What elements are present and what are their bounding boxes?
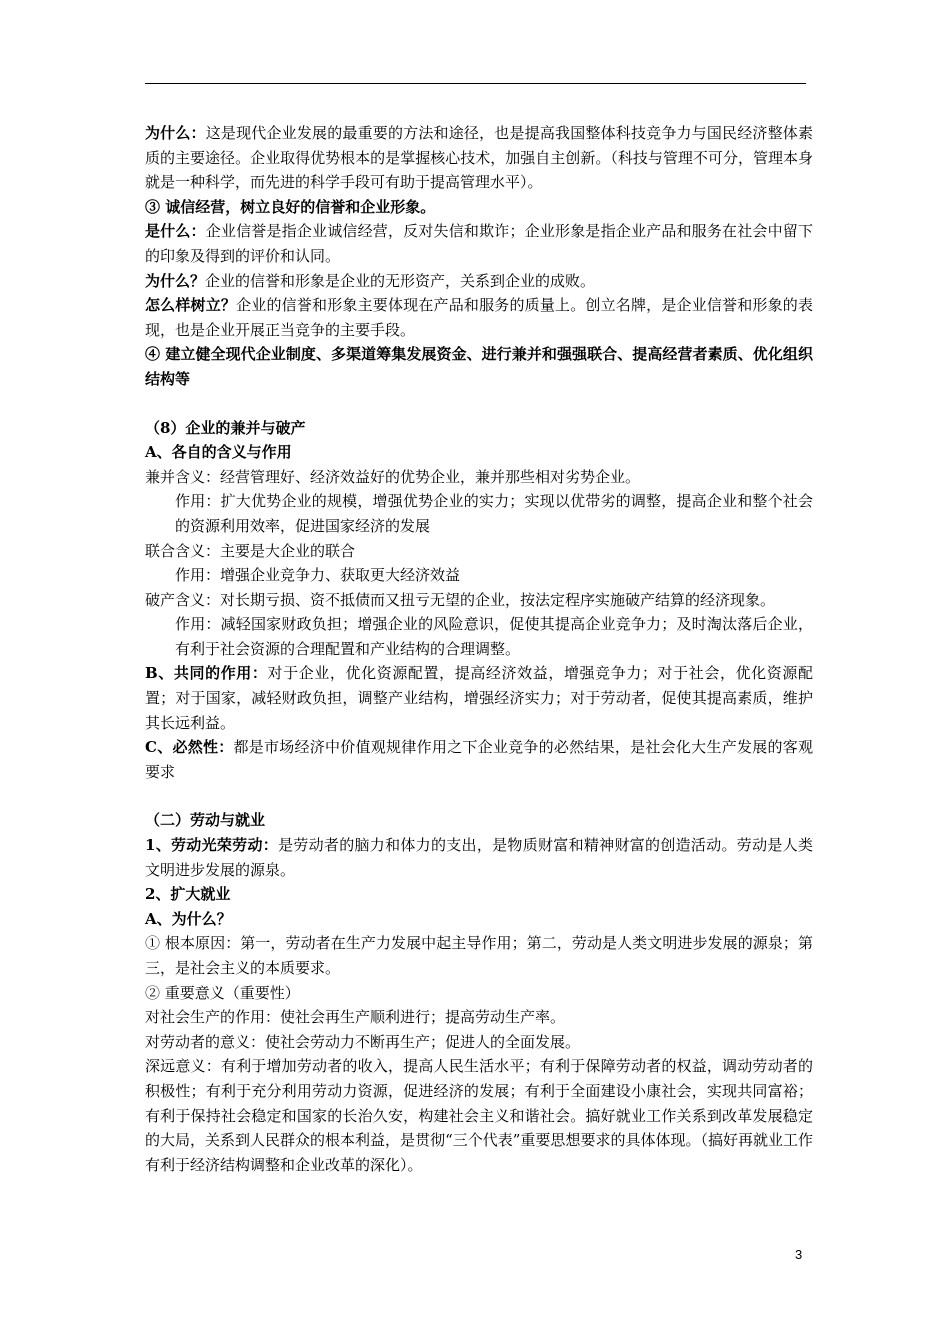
text-common-role: 对于企业，优化资源配置，提高经济效益，增强竞争力；对于社会，优化资源配置；对于国家，减轻财政负担，调整产业结构，增强经济实力；对于劳动者，促使其提高素质，维护其长远利益。 <box>145 664 813 732</box>
heading-merger-bankruptcy: （8）企业的兼并与破产 <box>145 418 306 437</box>
page-number: 3 <box>795 1247 803 1262</box>
label-labor-glory: 1、劳动光荣劳动： <box>145 836 279 855</box>
heading-meaning-role: A、各自的含义与作用 <box>145 443 292 462</box>
label-what: 是什么： <box>145 222 206 241</box>
paragraph-far-reaching: 深远意义：有利于增加劳动者的收入，提高人民生活水平；有利于保障劳动者的权益，调动劳动者的积极性；有利于充分利用劳动力资源，促进经济的发展；有利于全面建设小康社会，实现共同富裕；有利于保持社会稳定和国家的长治久安，构建社会主义和谐社会。搞好就业工作关系到改革发展稳定的大局，关系到人民群众的根本利益，是贯彻“三个代表”重要思想要求的具体体现。（搞好再就业工作有利于经济结构调整和企业改革的深化）。 <box>145 1057 813 1174</box>
spacer <box>145 784 813 808</box>
text-why: 这是现代企业发展的最重要的方法和途径，也是提高我国整体科技竞争力与国民经济整体素质的主要途径。企业取得优势根本的是掌握核心技术，加强自主创新。（科技与管理不可分，管理本身就是一种科学，而先进的科学手段可有助于提高管理水平）。 <box>145 124 813 192</box>
heading-integrity: ③ 诚信经营，树立良好的信誉和企业形象。 <box>145 197 436 216</box>
paragraph-root-cause: ① 根本原因：第一，劳动者在生产力发展中起主导作用；第二，劳动是人类文明进步发展的源泉；第三，是社会主义的本质要求。 <box>145 934 813 977</box>
label-necessity: C、必然性： <box>145 738 234 757</box>
heading-why: A、为什么？ <box>145 909 232 928</box>
text-why-2: 企业的信誉和形象是企业的无形资产，关系到企业的成败。 <box>205 271 596 290</box>
paragraph-bankruptcy-role: 作用：减轻国家财政负担；增强企业的风险意识，促使其提高企业竞争力；及时淘汰落后企业，有利于社会资源的合理配置和产业结构的合理调整。 <box>175 615 813 658</box>
label-why-2: 为什么？ <box>145 271 206 290</box>
paragraph-laborer-meaning: 对劳动者的意义：使社会劳动力不断再生产；促进人的全面发展。 <box>145 1032 581 1051</box>
spacer <box>145 392 813 416</box>
heading-modern-system: ④ 建立健全现代企业制度、多渠道筹集发展资金、进行兼并和强强联合、提高经营者素质、优化组织结构等 <box>145 345 813 388</box>
paragraph-merger-meaning: 兼并含义：经营管理好、经济效益好的优势企业，兼并那些相对劣势企业。 <box>145 467 641 486</box>
paragraph-how-establish <box>145 293 813 342</box>
paragraph-social-production: 对社会生产的作用：使社会再生产顺利进行；提高劳动生产率。 <box>145 1008 566 1027</box>
paragraph-why-tech <box>145 121 813 195</box>
paragraph-union-role: 作用：增强企业竞争力、获取更大经济效益 <box>175 566 461 585</box>
paragraph-common-role <box>145 661 813 735</box>
paragraph-what-reputation <box>145 219 813 268</box>
text-necessity: 都是市场经济中价值观规律作用之下企业竞争的必然结果，是社会化大生产发展的客观要求 <box>145 738 813 781</box>
heading-expand-employment: 2、扩大就业 <box>145 885 231 904</box>
paragraph-union-meaning: 联合含义：主要是大企业的联合 <box>145 541 356 560</box>
heading-labor-employment: （二）劳动与就业 <box>145 811 266 830</box>
text-labor-glory: 是劳动者的脑力和体力的支出，是物质财富和精神财富的创造活动。劳动是人类文明进步发展的源泉。 <box>145 836 813 879</box>
paragraph-why-reputation <box>145 269 813 294</box>
header-rule <box>145 83 806 84</box>
paragraph-necessity <box>145 735 813 784</box>
label-common-role: B、共同的作用： <box>145 664 268 683</box>
document-body <box>145 121 813 1177</box>
paragraph-bankruptcy-meaning: 破产含义：对长期亏损、资不抵债而又扭亏无望的企业，按法定程序实施破产结算的经济现象。 <box>145 590 776 609</box>
paragraph-merger-role: 作用：扩大优势企业的规模，增强优势企业的实力；实现以优带劣的调整，提高企业和整个社会的资源利用效率，促进国家经济的发展 <box>175 492 813 535</box>
text-what: 企业信誉是指企业诚信经营，反对失信和欺诈；企业形象是指企业产品和服务在社会中留下的印象及得到的评价和认同。 <box>145 222 813 265</box>
paragraph-labor-glory <box>145 833 813 882</box>
label-how: 怎么样树立？ <box>145 296 237 315</box>
label-why: 为什么： <box>145 124 206 142</box>
text-how: 企业的信誉和形象主要体现在产品和服务的质量上。创立名牌，是企业信誉和形象的表现，也是企业开展正当竞争的主要手段。 <box>145 296 813 339</box>
paragraph-importance: ② 重要意义（重要性） <box>145 983 300 1002</box>
